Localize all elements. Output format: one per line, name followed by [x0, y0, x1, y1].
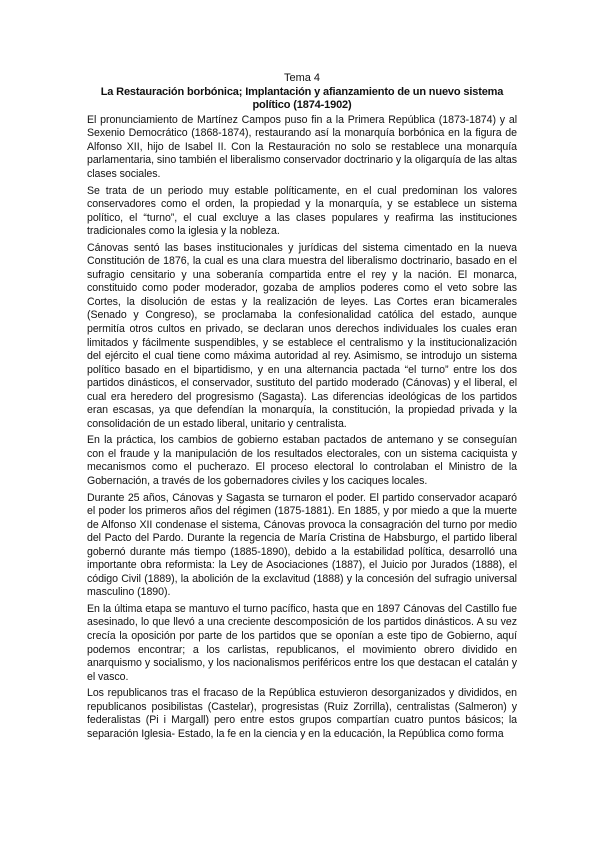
paragraph: Cánovas sentó las bases institucionales y jurídicas del sistema cimentado en la nueva Constitución de 1876, la cual es una clara muestra del liberalismo doctrinario, basado en el sufragio censitario y una soberanía compartida entre el rey y la nación. El monarca, constituido como poder moderador, gozaba de amplios poderes como el veto sobre las Cortes, la disolución de estas y la realización de leyes. Las Cortes eran bicamerales (Senado y Congreso), se proclamaba la confesionalidad católica del estado, aunque permitía otros cultos en privado, se declaran unos derechos individuales los cuales eran limitados y fácilmente suspendibles, y se establece el centralismo y la institucionalización del ejército el cual tiene como máxima autoridad al rey. Asimismo, se introdujo un sistema político basado en el bipartidismo, y en una alternancia pactada “el turno” entre los dos partidos dinásticos, el conservador, sustituto del partido moderado (Cánovas) y el liberal, el cual era heredero del progresismo (Sagasta). Las diferencias ideológicas de los partidos eran escasas, ya que defendían la monarquía, la constitución, la propiedad privada y la consolidación de un estado liberal, unitario y centralista. — [87, 241, 517, 430]
document-page — [87, 72, 517, 744]
paragraph: En la última etapa se mantuvo el turno pacífico, hasta que en 1897 Cánovas del Castillo fue asesinado, lo que llevó a una creciente descomposición de los partidos dinásticos. A su vez crecía la oposición por parte de los partidos que se oponían a este tipo de Gobierno, aquí podemos encontrar; a los carlistas, republicanos, el movimiento obrero dividido en anarquismo y socialismo, y los nacionalismos periféricos entre los que destacan el catalán y el vasco. — [87, 602, 517, 683]
paragraph: Se trata de un periodo muy estable políticamente, en el cual predominan los valores conservadores como el orden, la propiedad y la monarquía, y se establece un sistema político, el “turno”, el cual excluye a las clases populares y reafirma las instituciones tradicionales como la iglesia y la nobleza. — [87, 184, 517, 238]
paragraph: Durante 25 años, Cánovas y Sagasta se turnaron el poder. El partido conservador acaparó el poder los primeros años del régimen (1875-1881). En 1885, y por miedo a que la muerte de Alfonso XII condenase el sistema, Cánovas provoca la consagración del turno por medio del Pacto del Pardo. Durante la regencia de María Cristina de Habsburgo, el partido liberal gobernó durante más tiempo (1885-1890), debido a la estabilidad política, desarrolló una importante obra reformista: la Ley de Asociaciones (1887), el Juicio por Jurados (1888), el código Civil (1889), la abolición de la exclavitud (1888) y la concesión del sufragio universal masculino (1890). — [87, 491, 517, 599]
paragraph: El pronunciamiento de Martínez Campos puso fin a la Primera República (1873-1874) y al Sexenio Democrático (1868-1874), restaurando así la monarquía borbónica en la figura de Alfonso XII, hijo de Isabel II. Con la Restauración no solo se restablece una monarquía parlamentaria, sino también el liberalismo conservador doctrinario y la oligarquía de las altas clases sociales. — [87, 113, 517, 180]
document-title: La Restauración borbónica; Implantación y afianzamiento de un nuevo sistema político (1874-1902) — [100, 85, 504, 112]
paragraph: En la práctica, los cambios de gobierno estaban pactados de antemano y se conseguían con el fraude y la manipulación de los resultados electorales, con un sistema caciquista y mecanismos como el pucherazo. El proceso electoral lo controlaban el Ministro de la Gobernación, a través de los gobernadores civiles y los caciques locales. — [87, 434, 517, 487]
paragraph: Los republicanos tras el fracaso de la República estuvieron desorganizados y divididos, en republicanos posibilistas (Castelar), progresistas (Ruiz Zorrilla), centralistas (Salmeron) y federalistas (Pi i Margall) pero entre estos grupos compartían cuatro puntos básicos; la separación Iglesia- Estado, la fe en la ciencia y en la educación, la República como forma — [87, 687, 517, 740]
topic-number: Tema 4 — [283, 72, 321, 84]
